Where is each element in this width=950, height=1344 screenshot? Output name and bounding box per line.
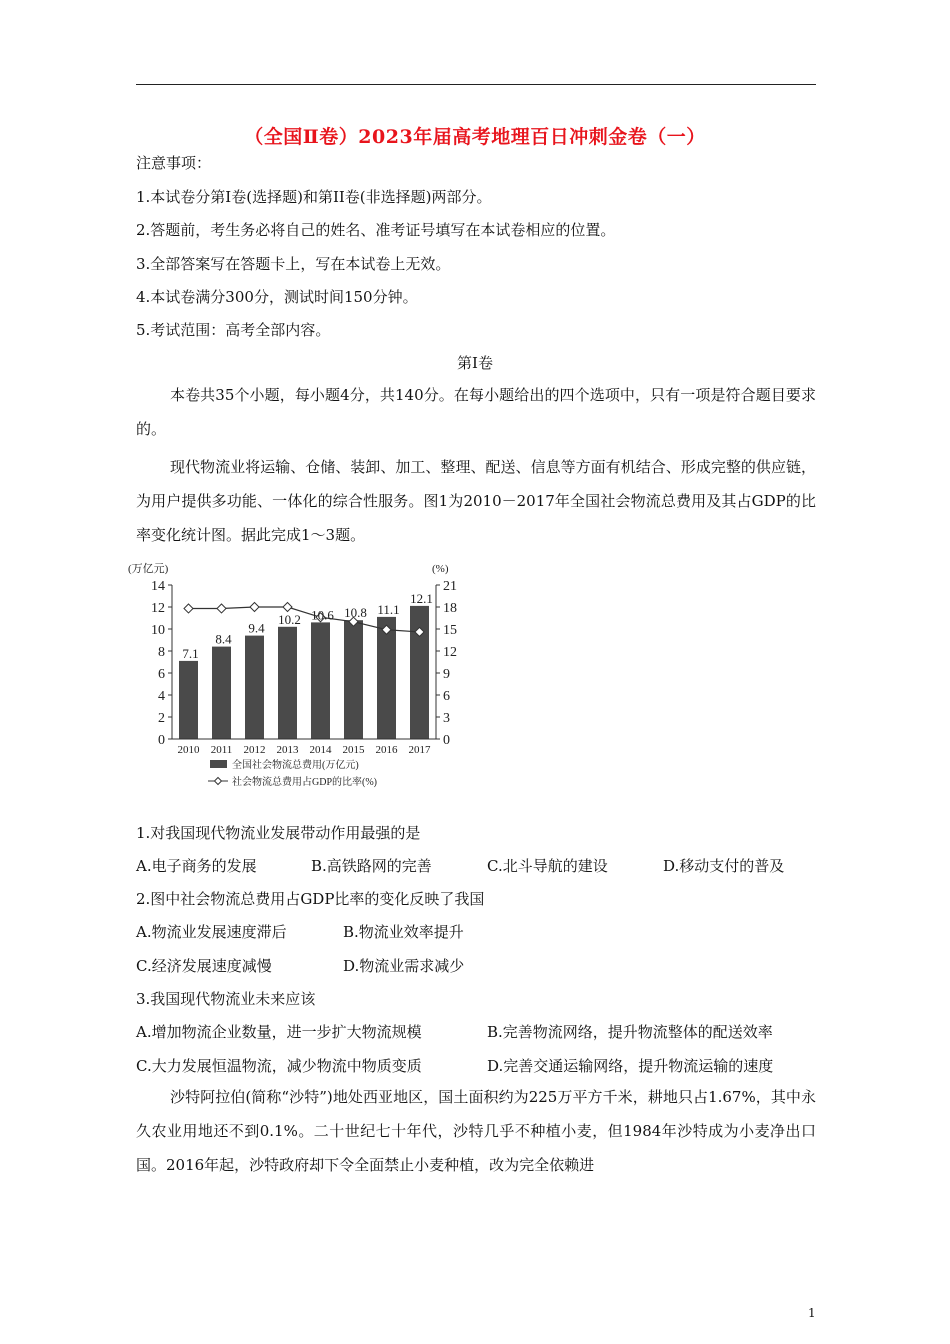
q3-option-d: D.完善交通运输网络，提升物流运输的速度	[487, 1057, 774, 1075]
y-left-tick-label: 6	[158, 667, 165, 682]
bar-value-label: 9.4	[248, 620, 265, 636]
notes-heading: 注意事项：	[136, 154, 212, 172]
y-right-tick-label: 18	[443, 601, 457, 616]
ratio-point-2010	[184, 604, 193, 613]
note-item: 5.考试范围：高考全部内容。	[136, 321, 331, 339]
y-left-tick-label: 8	[158, 645, 165, 660]
legend-bar-label: 全国社会物流总费用(万亿元)	[232, 760, 359, 771]
bar-value-label: 11.1	[377, 601, 400, 617]
x-tick-label: 2013	[276, 744, 299, 756]
legend-bar-swatch	[210, 760, 227, 768]
q3-option-c: C.大力发展恒温物流，减少物流中物质变质	[136, 1057, 422, 1075]
q2-option-b: B.物流业效率提升	[343, 923, 464, 941]
ratio-point-2011	[217, 604, 226, 613]
note-item: 2.答题前，考生务必将自己的姓名、准考证号填写在本试卷相应的位置。	[136, 221, 616, 239]
q2-option-d: D.物流业需求减少	[343, 957, 465, 975]
note-item: 4.本试卷满分300分，测试时间150分钟。	[136, 288, 418, 306]
bar-2012	[245, 636, 264, 739]
bar-2010	[179, 661, 198, 739]
passage-saudi: 沙特阿拉伯(简称“沙特”)地处西亚地区，国土面积约为225万平方千米，耕地只占1.67%，其中永久农业用地还不到0.1%。二十世纪七十年代，沙特几乎不种植小麦，但1984年沙特成为小麦净出口国。2016年起，沙特政府却下令全面禁止小麦种植，改为完全依赖进	[136, 1088, 816, 1174]
bar-value-label: 10.6	[311, 607, 334, 623]
y-right-tick-label: 3	[443, 711, 450, 726]
x-tick-label: 2010	[177, 744, 200, 756]
note-item: 3.全部答案写在答题卡上，写在本试卷上无效。	[136, 255, 451, 273]
q1-option-d: D.移动支付的普及	[663, 857, 785, 875]
section-intro: 本卷共35个小题，每小题4分，共140分。在每小题给出的四个选项中，只有一项是符合题目要求的。	[136, 386, 816, 438]
q3-option-a: A.增加物流企业数量，进一步扩大物流规模	[136, 1023, 422, 1041]
y-left-tick-label: 0	[158, 733, 165, 748]
note-item: 1.本试卷分第Ⅰ卷(选择题)和第II卷(非选择题)两部分。	[136, 188, 492, 206]
page-number: 1	[808, 1306, 816, 1320]
legend-line-marker	[215, 778, 222, 785]
y-right-tick-label: 9	[443, 667, 450, 682]
x-tick-label: 2016	[375, 744, 398, 756]
y-right-tick-label: 15	[443, 623, 457, 638]
bar-2017	[410, 606, 429, 739]
bar-value-label: 10.2	[278, 611, 301, 627]
y-left-tick-label: 4	[158, 689, 165, 704]
x-tick-label: 2017	[408, 744, 431, 756]
bar-2014	[311, 622, 330, 739]
question-3-stem: 3.我国现代物流业未来应该	[136, 990, 316, 1008]
y-right-unit: (%)	[432, 563, 449, 575]
bar-value-label: 10.8	[344, 605, 367, 621]
question-1-stem: 1.对我国现代物流业发展带动作用最强的是	[136, 824, 421, 842]
y-left-tick-label: 10	[151, 623, 165, 638]
passage-logistics: 现代物流业将运输、仓储、装卸、加工、整理、配送、信息等方面有机结合、形成完整的供应链，为用户提供多功能、一体化的综合性服务。图1为2010－2017年全国社会物流总费用及其占GDP的比率变化统计图。据此完成1～3题。	[136, 458, 816, 544]
x-tick-label: 2015	[342, 744, 365, 756]
question-2-stem: 2.图中社会物流总费用占GDP比率的变化反映了我国	[136, 890, 485, 908]
ratio-point-2012	[250, 603, 259, 612]
logistics-chart	[124, 558, 476, 794]
bar-2011	[212, 647, 231, 739]
x-tick-label: 2011	[210, 744, 233, 756]
q3-option-b: B.完善物流网络，提升物流整体的配送效率	[487, 1023, 773, 1041]
y-left-unit: (万亿元)	[128, 563, 169, 575]
q1-option-b: B.高铁路网的完善	[311, 857, 432, 875]
bar-2013	[278, 627, 297, 739]
bar-2016	[377, 617, 396, 739]
ratio-point-2013	[283, 603, 292, 612]
header-rule	[136, 84, 816, 85]
y-right-tick-label: 21	[443, 579, 457, 594]
y-right-tick-label: 12	[443, 645, 457, 660]
y-left-tick-label: 14	[151, 579, 165, 594]
y-left-tick-label: 2	[158, 711, 165, 726]
bar-value-label: 8.4	[215, 631, 232, 647]
exam-title: （全国Ⅱ卷）2023年届高考地理百日冲刺金卷（一）	[244, 126, 706, 148]
q2-option-a: A.物流业发展速度滞后	[136, 923, 287, 941]
q1-option-a: A.电子商务的发展	[136, 857, 257, 875]
q2-option-c: C.经济发展速度减慢	[136, 957, 272, 975]
y-right-tick-label: 0	[443, 733, 450, 748]
x-tick-label: 2012	[243, 744, 266, 756]
bar-value-label: 7.1	[182, 645, 199, 661]
y-right-tick-label: 6	[443, 689, 450, 704]
bar-value-label: 12.1	[410, 590, 433, 606]
y-left-tick-label: 12	[151, 601, 165, 616]
legend-line-label: 社会物流总费用占GDP的比率(%)	[232, 777, 377, 788]
bar-2015	[344, 620, 363, 739]
section-title: 第Ⅰ卷	[457, 354, 493, 372]
q1-option-c: C.北斗导航的建设	[487, 857, 608, 875]
x-tick-label: 2014	[309, 744, 332, 756]
